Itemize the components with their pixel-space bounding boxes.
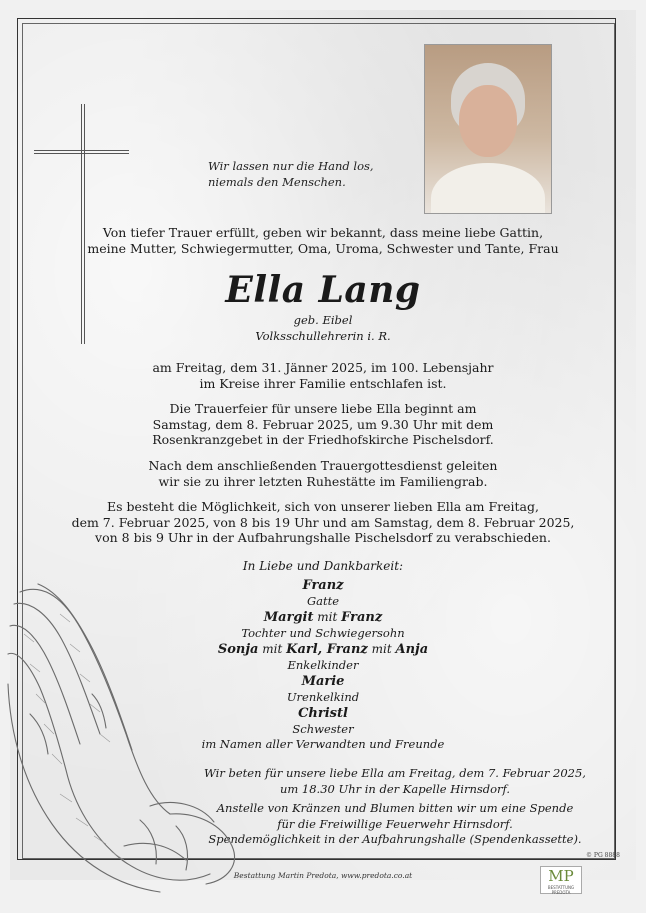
connector-text: mit — [367, 642, 396, 656]
closing-line: um 18.30 Uhr in der Kapelle Hirnsdorf. — [279, 781, 511, 796]
paragraph-line: von 8 bis 9 Uhr in der Aufbahrungshalle Pischelsdorf zu verabschieden. — [95, 530, 551, 545]
praying-hands-icon — [0, 574, 250, 904]
maiden-name: geb. Eibel — [293, 313, 353, 327]
mourner-name: Sonja — [217, 642, 259, 657]
mourners-others: im Namen aller Verwandten und Freunde — [201, 737, 445, 751]
deceased-details — [60, 312, 586, 344]
intro-line: Von tiefer Trauer erfüllt, geben wir bekannt, dass meine liebe Gattin, — [102, 225, 544, 240]
announcement-intro — [60, 225, 586, 256]
mourner-name: Franz — [302, 578, 344, 593]
mourner-name: Christl — [298, 706, 348, 721]
mourner-relation: Schwester — [292, 722, 354, 736]
logo-mark: MP — [548, 867, 574, 885]
paragraph-line: im Kreise ihrer Familie entschlafen ist. — [199, 375, 447, 391]
mourner-name: Margit — [263, 610, 314, 625]
undertaker-credit: Bestattung Martin Predota, www.predota.co.at — [233, 871, 413, 880]
connector-text: mit — [313, 610, 342, 624]
paragraph-line: Nach dem anschließenden Trauergottesdienst geleiten — [148, 458, 498, 473]
mourner-relation: Enkelkinder — [287, 658, 359, 672]
undertaker-logo — [540, 866, 582, 894]
closing-notes — [200, 766, 590, 848]
quote-line: niemals den Menschen. — [208, 175, 346, 189]
burial-paragraph — [60, 458, 586, 489]
death-paragraph — [60, 360, 586, 391]
intro-line: meine Mutter, Schwiegermutter, Oma, Uroma, Schwester und Tante, Frau — [87, 240, 559, 256]
quote-line: Wir lassen nur die Hand los, — [208, 159, 374, 173]
print-code: © PG 8888 — [586, 852, 620, 859]
mourner-relation: Tochter und Schwiegersohn — [241, 626, 405, 640]
paragraph-line: Samstag, dem 8. Februar 2025, um 9.30 Uhr mit dem — [152, 416, 494, 432]
profession: Volksschullehrerin i. R. — [255, 329, 391, 343]
funeral-paragraph — [60, 401, 586, 448]
closing-line: Anstelle von Kränzen und Blumen bitten wir um eine Spende — [216, 801, 574, 815]
portrait-photo — [424, 44, 552, 214]
memorial-quote — [208, 158, 408, 190]
paragraph-line: am Freitag, dem 31. Jänner 2025, im 100. Lebensjahr — [152, 360, 494, 375]
paragraph-line: Es besteht die Möglichkeit, sich von unserer lieben Ella am Freitag, — [107, 499, 539, 514]
closing-line: für die Freiwillige Feuerwehr Hirnsdorf. — [277, 816, 513, 831]
paragraph-line: Die Trauerfeier für unsere liebe Ella beginnt am — [169, 401, 477, 416]
mourner-relation: Gatte — [306, 594, 340, 608]
deceased-name: Ella Lang — [225, 269, 421, 311]
mourner-name: Marie — [301, 674, 345, 689]
mourner-name: Franz — [341, 610, 383, 625]
mourner-name: Anja — [395, 642, 429, 657]
paragraph-line: wir sie zu ihrer letzten Ruhestätte im Familiengrab. — [158, 473, 488, 489]
viewing-paragraph — [60, 499, 586, 546]
logo-tagline: BESTATTUNG PREDOTA — [547, 885, 575, 895]
portrait-clothing — [431, 163, 545, 214]
cross-horizontal-line — [34, 153, 129, 154]
mourners-heading: In Liebe und Dankbarkeit: — [242, 559, 404, 573]
cross-horizontal-line — [34, 150, 129, 151]
mourner-relation: Urenkelkind — [286, 690, 360, 704]
connector-text: mit — [258, 642, 287, 656]
portrait-face — [459, 85, 517, 157]
mourner-name: Karl, Franz — [286, 642, 368, 657]
closing-line: Spendemöglichkeit in der Aufbahrungshalle (Spendenkassette). — [208, 832, 582, 846]
paragraph-line: Rosenkranzgebet in der Friedhofskirche Pischelsdorf. — [152, 432, 494, 447]
paragraph-line: dem 7. Februar 2025, von 8 bis 19 Uhr und am Samstag, dem 8. Februar 2025, — [71, 514, 575, 530]
closing-line: Wir beten für unsere liebe Ella am Freitag, dem 7. Februar 2025, — [204, 766, 586, 780]
